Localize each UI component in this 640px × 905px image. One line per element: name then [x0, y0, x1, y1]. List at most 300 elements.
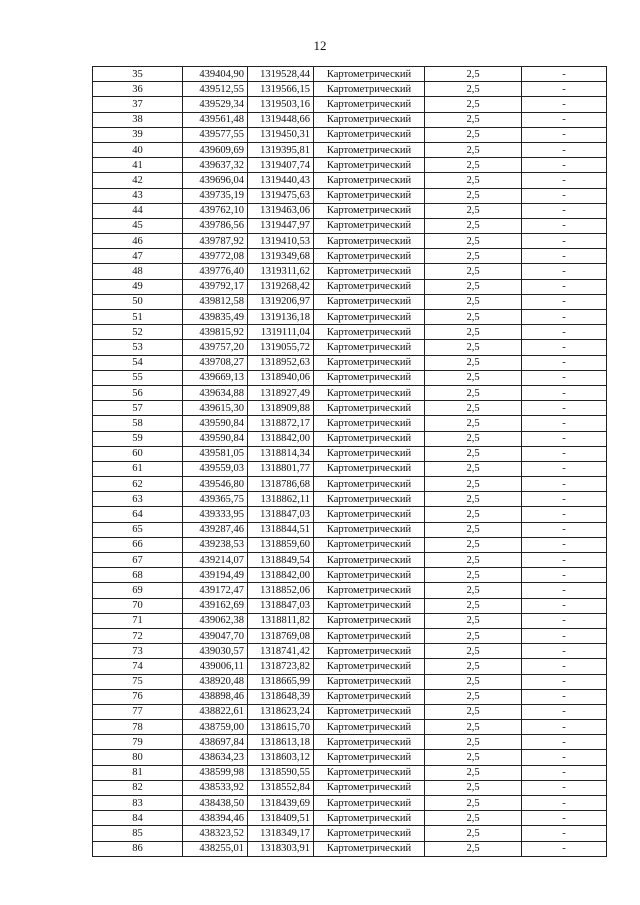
y-coordinate-cell: 1318847,03: [248, 507, 314, 522]
x-coordinate-cell: 439546,80: [183, 477, 248, 492]
note-cell: -: [522, 811, 607, 826]
method-cell: Картометрический: [314, 720, 425, 735]
accuracy-cell: 2,5: [425, 82, 522, 97]
table-row: [93, 704, 607, 719]
table-row: [93, 735, 607, 750]
accuracy-cell: 2,5: [425, 294, 522, 309]
note-cell: -: [522, 780, 607, 795]
point-number-cell: 36: [93, 82, 183, 97]
method-cell: Картометрический: [314, 431, 425, 446]
method-cell: Картометрический: [314, 310, 425, 325]
table-row: [93, 507, 607, 522]
point-number-cell: 42: [93, 173, 183, 188]
table-row: [93, 477, 607, 492]
point-number-cell: 41: [93, 158, 183, 173]
note-cell: -: [522, 765, 607, 780]
note-cell: -: [522, 477, 607, 492]
method-cell: Картометрический: [314, 401, 425, 416]
method-cell: Картометрический: [314, 659, 425, 674]
table-row: [93, 188, 607, 203]
point-number-cell: 71: [93, 613, 183, 628]
table-row: [93, 522, 607, 537]
y-coordinate-cell: 1319311,62: [248, 264, 314, 279]
note-cell: -: [522, 264, 607, 279]
y-coordinate-cell: 1319206,97: [248, 294, 314, 309]
point-number-cell: 46: [93, 234, 183, 249]
method-cell: Картометрический: [314, 264, 425, 279]
method-cell: Картометрический: [314, 644, 425, 659]
point-number-cell: 83: [93, 796, 183, 811]
x-coordinate-cell: 438438,50: [183, 796, 248, 811]
method-cell: Картометрический: [314, 613, 425, 628]
y-coordinate-cell: 1318909,88: [248, 401, 314, 416]
x-coordinate-cell: 438323,52: [183, 826, 248, 841]
x-coordinate-cell: 439812,58: [183, 294, 248, 309]
accuracy-cell: 2,5: [425, 841, 522, 856]
note-cell: -: [522, 173, 607, 188]
point-number-cell: 85: [93, 826, 183, 841]
method-cell: Картометрический: [314, 340, 425, 355]
note-cell: -: [522, 704, 607, 719]
y-coordinate-cell: 1318349,17: [248, 826, 314, 841]
x-coordinate-cell: 439669,13: [183, 370, 248, 385]
y-coordinate-cell: 1318552,84: [248, 780, 314, 795]
x-coordinate-cell: 439214,07: [183, 553, 248, 568]
point-number-cell: 50: [93, 294, 183, 309]
table-row: [93, 659, 607, 674]
point-number-cell: 81: [93, 765, 183, 780]
table-row: [93, 765, 607, 780]
point-number-cell: 67: [93, 553, 183, 568]
note-cell: -: [522, 537, 607, 552]
method-cell: Картометрический: [314, 158, 425, 173]
x-coordinate-cell: 439609,69: [183, 142, 248, 157]
y-coordinate-cell: 1319349,68: [248, 249, 314, 264]
y-coordinate-cell: 1318842,00: [248, 568, 314, 583]
method-cell: Картометрический: [314, 461, 425, 476]
y-coordinate-cell: 1318590,55: [248, 765, 314, 780]
note-cell: -: [522, 325, 607, 340]
x-coordinate-cell: 439030,57: [183, 644, 248, 659]
y-coordinate-cell: 1319450,31: [248, 127, 314, 142]
note-cell: -: [522, 158, 607, 173]
method-cell: Картометрический: [314, 568, 425, 583]
x-coordinate-cell: 438822,61: [183, 704, 248, 719]
y-coordinate-cell: 1318842,00: [248, 431, 314, 446]
y-coordinate-cell: 1318303,91: [248, 841, 314, 856]
accuracy-cell: 2,5: [425, 401, 522, 416]
x-coordinate-cell: 439735,19: [183, 188, 248, 203]
point-number-cell: 59: [93, 431, 183, 446]
y-coordinate-cell: 1318862,11: [248, 492, 314, 507]
x-coordinate-cell: 439637,32: [183, 158, 248, 173]
method-cell: Картометрический: [314, 218, 425, 233]
accuracy-cell: 2,5: [425, 370, 522, 385]
point-number-cell: 54: [93, 355, 183, 370]
x-coordinate-cell: 439512,55: [183, 82, 248, 97]
table-row: [93, 264, 607, 279]
method-cell: Картометрический: [314, 553, 425, 568]
y-coordinate-cell: 1318844,51: [248, 522, 314, 537]
x-coordinate-cell: 438898,46: [183, 689, 248, 704]
table-row: [93, 325, 607, 340]
accuracy-cell: 2,5: [425, 97, 522, 112]
y-coordinate-cell: 1319528,44: [248, 67, 314, 82]
x-coordinate-cell: 438255,01: [183, 841, 248, 856]
note-cell: -: [522, 659, 607, 674]
table-row: [93, 294, 607, 309]
method-cell: Картометрический: [314, 826, 425, 841]
table-row: [93, 416, 607, 431]
point-number-cell: 58: [93, 416, 183, 431]
point-number-cell: 79: [93, 735, 183, 750]
y-coordinate-cell: 1318952,63: [248, 355, 314, 370]
note-cell: -: [522, 492, 607, 507]
y-coordinate-cell: 1318741,42: [248, 644, 314, 659]
accuracy-cell: 2,5: [425, 416, 522, 431]
point-number-cell: 38: [93, 112, 183, 127]
accuracy-cell: 2,5: [425, 522, 522, 537]
method-cell: Картометрический: [314, 704, 425, 719]
y-coordinate-cell: 1318615,70: [248, 720, 314, 735]
note-cell: -: [522, 522, 607, 537]
accuracy-cell: 2,5: [425, 507, 522, 522]
method-cell: Картометрический: [314, 112, 425, 127]
x-coordinate-cell: 439590,84: [183, 431, 248, 446]
table-row: [93, 370, 607, 385]
y-coordinate-cell: 1319503,16: [248, 97, 314, 112]
table-row: [93, 841, 607, 856]
note-cell: -: [522, 674, 607, 689]
accuracy-cell: 2,5: [425, 553, 522, 568]
table-row: [93, 826, 607, 841]
method-cell: Картометрический: [314, 294, 425, 309]
accuracy-cell: 2,5: [425, 568, 522, 583]
note-cell: -: [522, 735, 607, 750]
method-cell: Картометрический: [314, 97, 425, 112]
accuracy-cell: 2,5: [425, 659, 522, 674]
table-row: [93, 431, 607, 446]
y-coordinate-cell: 1318849,54: [248, 553, 314, 568]
note-cell: -: [522, 234, 607, 249]
x-coordinate-cell: 439172,47: [183, 583, 248, 598]
accuracy-cell: 2,5: [425, 112, 522, 127]
method-cell: Картометрический: [314, 249, 425, 264]
note-cell: -: [522, 355, 607, 370]
x-coordinate-cell: 439006,11: [183, 659, 248, 674]
y-coordinate-cell: 1318814,34: [248, 446, 314, 461]
coordinates-table-body: [93, 67, 607, 857]
x-coordinate-cell: 439162,69: [183, 598, 248, 613]
method-cell: Картометрический: [314, 492, 425, 507]
y-coordinate-cell: 1318613,18: [248, 735, 314, 750]
note-cell: -: [522, 461, 607, 476]
y-coordinate-cell: 1318811,82: [248, 613, 314, 628]
x-coordinate-cell: 439365,75: [183, 492, 248, 507]
y-coordinate-cell: 1318648,39: [248, 689, 314, 704]
method-cell: Картометрический: [314, 735, 425, 750]
note-cell: -: [522, 188, 607, 203]
point-number-cell: 69: [93, 583, 183, 598]
point-number-cell: 77: [93, 704, 183, 719]
x-coordinate-cell: 439815,92: [183, 325, 248, 340]
note-cell: -: [522, 127, 607, 142]
method-cell: Картометрический: [314, 750, 425, 765]
y-coordinate-cell: 1319407,74: [248, 158, 314, 173]
accuracy-cell: 2,5: [425, 765, 522, 780]
point-number-cell: 39: [93, 127, 183, 142]
y-coordinate-cell: 1319447,97: [248, 218, 314, 233]
table-row: [93, 689, 607, 704]
y-coordinate-cell: 1318801,77: [248, 461, 314, 476]
note-cell: -: [522, 340, 607, 355]
note-cell: -: [522, 431, 607, 446]
note-cell: -: [522, 279, 607, 294]
method-cell: Картометрический: [314, 780, 425, 795]
note-cell: -: [522, 720, 607, 735]
y-coordinate-cell: 1319463,06: [248, 203, 314, 218]
method-cell: Картометрический: [314, 674, 425, 689]
method-cell: Картометрический: [314, 689, 425, 704]
accuracy-cell: 2,5: [425, 173, 522, 188]
accuracy-cell: 2,5: [425, 735, 522, 750]
x-coordinate-cell: 439757,20: [183, 340, 248, 355]
point-number-cell: 40: [93, 142, 183, 157]
point-number-cell: 73: [93, 644, 183, 659]
accuracy-cell: 2,5: [425, 537, 522, 552]
accuracy-cell: 2,5: [425, 826, 522, 841]
accuracy-cell: 2,5: [425, 158, 522, 173]
note-cell: -: [522, 613, 607, 628]
x-coordinate-cell: 439708,27: [183, 355, 248, 370]
accuracy-cell: 2,5: [425, 477, 522, 492]
note-cell: -: [522, 142, 607, 157]
table-row: [93, 613, 607, 628]
method-cell: Картометрический: [314, 188, 425, 203]
y-coordinate-cell: 1319111,04: [248, 325, 314, 340]
table-row: [93, 598, 607, 613]
point-number-cell: 74: [93, 659, 183, 674]
table-row: [93, 142, 607, 157]
accuracy-cell: 2,5: [425, 446, 522, 461]
x-coordinate-cell: 439404,90: [183, 67, 248, 82]
method-cell: Картометрический: [314, 628, 425, 643]
point-number-cell: 86: [93, 841, 183, 856]
note-cell: -: [522, 507, 607, 522]
y-coordinate-cell: 1318927,49: [248, 385, 314, 400]
x-coordinate-cell: 438759,00: [183, 720, 248, 735]
note-cell: -: [522, 82, 607, 97]
x-coordinate-cell: 439287,46: [183, 522, 248, 537]
y-coordinate-cell: 1319055,72: [248, 340, 314, 355]
y-coordinate-cell: 1318439,69: [248, 796, 314, 811]
table-row: [93, 218, 607, 233]
note-cell: -: [522, 583, 607, 598]
table-row: [93, 492, 607, 507]
table-row: [93, 82, 607, 97]
accuracy-cell: 2,5: [425, 720, 522, 735]
note-cell: -: [522, 446, 607, 461]
x-coordinate-cell: 439333,95: [183, 507, 248, 522]
coordinates-table: [92, 66, 607, 857]
table-row: [93, 461, 607, 476]
y-coordinate-cell: 1318859,60: [248, 537, 314, 552]
note-cell: -: [522, 796, 607, 811]
note-cell: -: [522, 644, 607, 659]
method-cell: Картометрический: [314, 811, 425, 826]
method-cell: Картометрический: [314, 598, 425, 613]
point-number-cell: 52: [93, 325, 183, 340]
point-number-cell: 76: [93, 689, 183, 704]
point-number-cell: 64: [93, 507, 183, 522]
note-cell: -: [522, 568, 607, 583]
y-coordinate-cell: 1319475,63: [248, 188, 314, 203]
point-number-cell: 55: [93, 370, 183, 385]
accuracy-cell: 2,5: [425, 628, 522, 643]
accuracy-cell: 2,5: [425, 264, 522, 279]
table-row: [93, 355, 607, 370]
note-cell: -: [522, 841, 607, 856]
x-coordinate-cell: 438533,92: [183, 780, 248, 795]
x-coordinate-cell: 439776,40: [183, 264, 248, 279]
table-row: [93, 234, 607, 249]
table-row: [93, 203, 607, 218]
method-cell: Картометрический: [314, 416, 425, 431]
accuracy-cell: 2,5: [425, 750, 522, 765]
note-cell: -: [522, 203, 607, 218]
point-number-cell: 68: [93, 568, 183, 583]
page-number: 12: [313, 38, 327, 53]
table-row: [93, 796, 607, 811]
x-coordinate-cell: 439634,88: [183, 385, 248, 400]
table-row: [93, 811, 607, 826]
point-number-cell: 44: [93, 203, 183, 218]
y-coordinate-cell: 1319440,43: [248, 173, 314, 188]
table-row: [93, 112, 607, 127]
point-number-cell: 84: [93, 811, 183, 826]
accuracy-cell: 2,5: [425, 431, 522, 446]
y-coordinate-cell: 1319566,15: [248, 82, 314, 97]
accuracy-cell: 2,5: [425, 674, 522, 689]
note-cell: -: [522, 553, 607, 568]
accuracy-cell: 2,5: [425, 613, 522, 628]
table-row: [93, 249, 607, 264]
note-cell: -: [522, 385, 607, 400]
table-row: [93, 750, 607, 765]
method-cell: Картометрический: [314, 796, 425, 811]
y-coordinate-cell: 1319136,18: [248, 310, 314, 325]
table-row: [93, 340, 607, 355]
accuracy-cell: 2,5: [425, 218, 522, 233]
x-coordinate-cell: 439561,48: [183, 112, 248, 127]
note-cell: -: [522, 826, 607, 841]
x-coordinate-cell: 439772,08: [183, 249, 248, 264]
y-coordinate-cell: 1318940,06: [248, 370, 314, 385]
x-coordinate-cell: 438634,23: [183, 750, 248, 765]
x-coordinate-cell: 439590,84: [183, 416, 248, 431]
table-row: [93, 385, 607, 400]
x-coordinate-cell: 439062,38: [183, 613, 248, 628]
note-cell: -: [522, 750, 607, 765]
point-number-cell: 62: [93, 477, 183, 492]
point-number-cell: 65: [93, 522, 183, 537]
accuracy-cell: 2,5: [425, 279, 522, 294]
x-coordinate-cell: 439581,05: [183, 446, 248, 461]
accuracy-cell: 2,5: [425, 461, 522, 476]
y-coordinate-cell: 1319410,53: [248, 234, 314, 249]
method-cell: Картометрический: [314, 537, 425, 552]
accuracy-cell: 2,5: [425, 689, 522, 704]
x-coordinate-cell: 438697,84: [183, 735, 248, 750]
table-row: [93, 173, 607, 188]
y-coordinate-cell: 1318723,82: [248, 659, 314, 674]
note-cell: -: [522, 67, 607, 82]
table-row: [93, 446, 607, 461]
method-cell: Картометрический: [314, 203, 425, 218]
method-cell: Картометрический: [314, 67, 425, 82]
accuracy-cell: 2,5: [425, 340, 522, 355]
method-cell: Картометрический: [314, 446, 425, 461]
method-cell: Картометрический: [314, 765, 425, 780]
point-number-cell: 70: [93, 598, 183, 613]
x-coordinate-cell: 439762,10: [183, 203, 248, 218]
y-coordinate-cell: 1318786,68: [248, 477, 314, 492]
point-number-cell: 60: [93, 446, 183, 461]
x-coordinate-cell: 439696,04: [183, 173, 248, 188]
accuracy-cell: 2,5: [425, 704, 522, 719]
point-number-cell: 45: [93, 218, 183, 233]
note-cell: -: [522, 218, 607, 233]
accuracy-cell: 2,5: [425, 492, 522, 507]
table-row: [93, 583, 607, 598]
point-number-cell: 48: [93, 264, 183, 279]
accuracy-cell: 2,5: [425, 310, 522, 325]
x-coordinate-cell: 438599,98: [183, 765, 248, 780]
note-cell: -: [522, 370, 607, 385]
method-cell: Картометрический: [314, 325, 425, 340]
method-cell: Картометрический: [314, 355, 425, 370]
note-cell: -: [522, 416, 607, 431]
table-row: [93, 97, 607, 112]
method-cell: Картометрический: [314, 841, 425, 856]
table-row: [93, 67, 607, 82]
note-cell: -: [522, 689, 607, 704]
x-coordinate-cell: 439529,34: [183, 97, 248, 112]
accuracy-cell: 2,5: [425, 127, 522, 142]
accuracy-cell: 2,5: [425, 234, 522, 249]
x-coordinate-cell: 438920,48: [183, 674, 248, 689]
x-coordinate-cell: 439577,55: [183, 127, 248, 142]
accuracy-cell: 2,5: [425, 598, 522, 613]
y-coordinate-cell: 1318852,06: [248, 583, 314, 598]
accuracy-cell: 2,5: [425, 203, 522, 218]
accuracy-cell: 2,5: [425, 583, 522, 598]
point-number-cell: 61: [93, 461, 183, 476]
point-number-cell: 37: [93, 97, 183, 112]
point-number-cell: 78: [93, 720, 183, 735]
accuracy-cell: 2,5: [425, 325, 522, 340]
point-number-cell: 49: [93, 279, 183, 294]
x-coordinate-cell: 439835,49: [183, 310, 248, 325]
point-number-cell: 57: [93, 401, 183, 416]
table-row: [93, 158, 607, 173]
method-cell: Картометрический: [314, 142, 425, 157]
method-cell: Картометрический: [314, 279, 425, 294]
method-cell: Картометрический: [314, 173, 425, 188]
table-row: [93, 279, 607, 294]
method-cell: Картометрический: [314, 370, 425, 385]
table-row: [93, 127, 607, 142]
